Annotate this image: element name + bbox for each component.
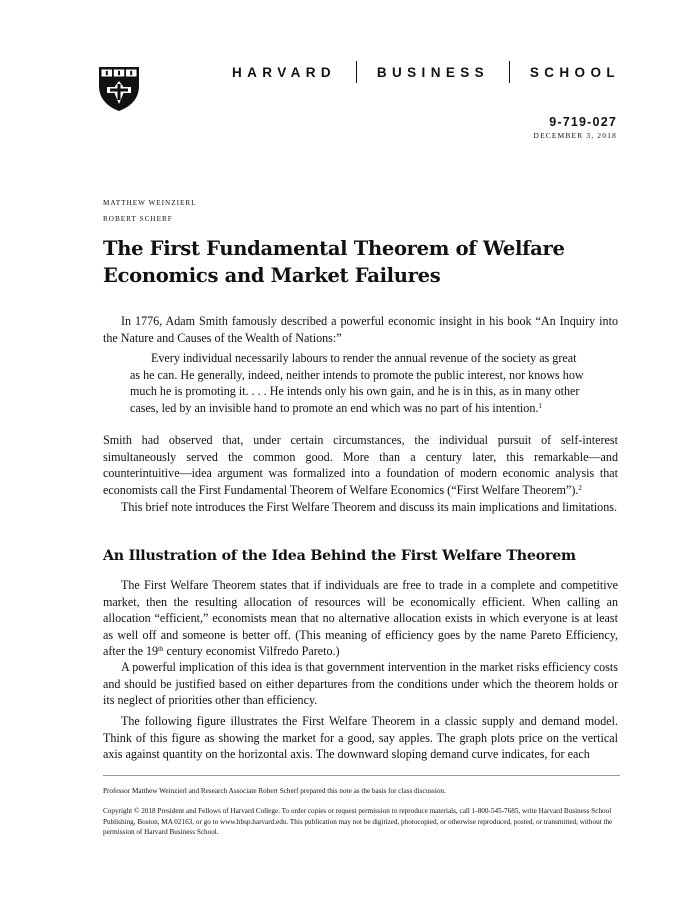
- preparer-note: Professor Matthew Weinzierl and Research Associate Robert Scherf prepared this note as the basis for class discussion.: [103, 787, 446, 795]
- paragraph-text: The following figure illustrates the First Welfare Theorem in a classic supply and demand model. Think of this figure as showing the market for a good, say apples. The graph plots price on the vertical axis against quantity on the horizontal axis. The downward sloping demand curve indicates, for each: [103, 714, 618, 761]
- author-name: ROBERT SCHERF: [103, 215, 173, 223]
- paragraph-text: century economist Vilfredo Pareto.): [163, 644, 340, 658]
- copyright-notice: Copyright © 2018 President and Fellows of Harvard College. To order copies or request permission to reproduce materials, call 1-800-545-7685, write Harvard Business School Publishing, Boston, MA 02163, or go to www.hbsp.harvard.edu. This publication may not be digitized, photocopied, or otherwise reproduced, posted, or transmitted, without the permission of Harvard Business School.: [103, 807, 613, 836]
- body-paragraph: [103, 313, 618, 346]
- school-word-school: SCHOOL: [529, 64, 620, 80]
- body-paragraph: [103, 499, 618, 516]
- section-heading: An Illustration of the Idea Behind the First Welfare Theorem: [103, 548, 576, 564]
- case-date: DECEMBER 3, 2018: [533, 131, 617, 140]
- body-paragraph: [103, 432, 618, 498]
- header-divider: [356, 61, 357, 83]
- case-number: 9-719-027: [549, 115, 617, 129]
- quote-text: Every individual necessarily labours to render the annual revenue of the society as great as he can. He generally, indeed, neither intends to promote the public interest, nor knows how much he is promoting it. . . . He intends only his own gain, and he is in this, as in many other cases, led by an invisible hand to promote an end which was no part of his intention.: [130, 351, 584, 415]
- paragraph-text: In 1776, Adam Smith famously described a powerful economic insight in his book “An Inquiry into the Nature and Causes of the Wealth of Nations:”: [103, 314, 618, 345]
- author-name: MATTHEW WEINZIERL: [103, 199, 197, 207]
- paragraph-text: The First Welfare Theorem states that if individuals are free to trade in a complete and competitive market, then the resulting allocation of resources will be economically efficient. When calling an allocation “efficient,” economists mean that no alternative allocation exists in which everyone is at least as well off and someone is better off. (This meaning of efficiency goes by the name Pareto Efficiency, after the 19: [103, 578, 618, 658]
- header-divider: [509, 61, 510, 83]
- paragraph-text: Smith had observed that, under certain circumstances, the individual pursuit of self-interest simultaneously served the common good. More than a century later, this remarkable—and counterintuitive—idea argument was formalized into a foundation of modern economic analysis that economists call the First Fundamental Theorem of Welfare Economics (“First Welfare Theorem”).: [103, 433, 618, 497]
- title-line: Economics and Market Failures: [103, 264, 441, 287]
- page-title: [103, 235, 623, 289]
- school-word-harvard: HARVARD: [232, 64, 337, 80]
- hbs-shield-logo: [98, 66, 140, 112]
- paragraph-text: A powerful implication of this idea is that government intervention in the market risks efficiency costs and should be justified based on either departures from the conditions under which the theorem holds or its neglect of priorities other than efficiency.: [103, 660, 618, 707]
- body-paragraph: [103, 577, 618, 660]
- footer-rule: [103, 775, 620, 776]
- body-paragraph: [103, 659, 618, 709]
- school-header: [232, 62, 620, 82]
- ordinal-suffix: th: [158, 645, 164, 653]
- block-quote: [130, 350, 586, 416]
- title-line: The First Fundamental Theorem of Welfare: [103, 237, 565, 260]
- body-paragraph: [103, 713, 618, 763]
- paragraph-text: This brief note introduces the First Welfare Theorem and discuss its main implications and limitations.: [121, 500, 618, 514]
- footnote-marker: 1: [538, 401, 542, 410]
- school-word-business: BUSINESS: [376, 64, 490, 80]
- footnote-marker: 2: [578, 483, 582, 492]
